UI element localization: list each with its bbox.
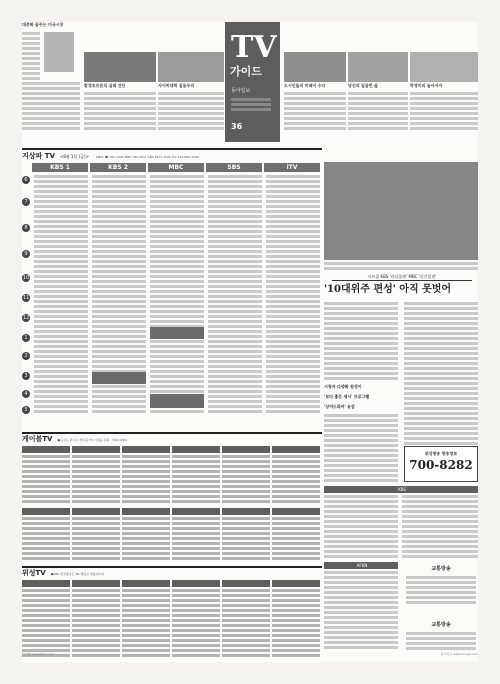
highlight-block <box>150 327 204 339</box>
cable-ch-header <box>222 508 270 515</box>
photo-3 <box>158 52 224 82</box>
cable-col <box>72 455 120 505</box>
hour-marker: 5 <box>22 406 30 414</box>
cable-ch-header <box>72 446 120 453</box>
text-block <box>158 92 224 132</box>
cable-col <box>222 455 270 505</box>
article-kicker: 시트콤 KBS '라디움에' MBC '중간일점' <box>332 274 472 281</box>
text-block <box>348 92 408 132</box>
portrait-photo <box>44 32 74 72</box>
cable-ch-header <box>272 446 320 453</box>
article-headline: '10대위주 편성' 아직 못벗어 <box>324 284 452 295</box>
top-caption-2: 환경호르몬의 실태 진단 <box>84 83 126 88</box>
hour-marker: 2 <box>22 352 30 360</box>
kbs-listing <box>324 495 398 560</box>
masthead-lines <box>231 98 271 113</box>
hour-marker: 11 <box>22 295 30 301</box>
top-caption-block-6 <box>410 52 478 142</box>
sat-ch-header <box>22 580 70 587</box>
highlight-block <box>150 394 204 408</box>
sat-col <box>72 589 120 659</box>
text-block <box>284 92 346 132</box>
masthead-sub: 동아일보 <box>231 88 251 94</box>
photo-2 <box>84 52 156 82</box>
kbs-listing <box>402 495 478 560</box>
highlight-block <box>92 372 146 384</box>
photo-4 <box>284 52 346 82</box>
cable-note: ●표시는 본시는 케이블 TV 시청률 문의 : 700-3260 <box>57 438 127 442</box>
satellite-title: 위성TV <box>22 569 46 577</box>
cable-ch-header <box>272 508 320 515</box>
hour-marker: 1 <box>22 334 30 342</box>
text-block <box>410 92 478 132</box>
channel-itv: iTV <box>264 163 320 172</box>
article-photo <box>324 162 478 260</box>
radio-listing <box>406 576 476 606</box>
channel-sbs: SBS <box>206 163 262 172</box>
guide-word: 가이드 <box>230 65 262 78</box>
ad-number: 700-8282 <box>409 458 473 472</box>
article-text-col3 <box>324 414 398 484</box>
channel-kbs1: KBS 1 <box>32 163 88 172</box>
page-number: 36 <box>231 122 243 131</box>
photo-caption <box>324 262 478 272</box>
sat-ch-header <box>72 580 120 587</box>
satellite-note: ●KBS 위성방송은 BS 채널로 방송됩니다 <box>50 572 105 576</box>
cable-header <box>22 432 322 444</box>
photo-5 <box>348 52 408 82</box>
article-text-col1 <box>324 302 398 382</box>
radio-header-2: 교통방송 <box>431 622 451 628</box>
channel-mbc: MBC <box>148 163 204 172</box>
hour-marker: 6 <box>22 176 30 184</box>
cable-ch-header <box>122 446 170 453</box>
cable-ch-header <box>22 508 70 515</box>
channel-kbs2: KBS 2 <box>90 163 146 172</box>
top-caption-block-3 <box>158 52 224 142</box>
sat-col <box>172 589 220 659</box>
cable-col <box>72 517 120 562</box>
top-caption-4: 도시인들의 미래이 수다 <box>284 83 326 88</box>
cable-ch-header <box>122 508 170 515</box>
article-sub2: '보다 좋은 세시' 프로그램 <box>324 394 370 399</box>
sat-col <box>22 589 70 659</box>
cable-col <box>122 455 170 505</box>
top-caption-3: 사이버대학 실용주의 <box>158 83 195 88</box>
schedule-column-mbc <box>150 175 204 415</box>
photo-6 <box>410 52 478 82</box>
newspaper-page <box>22 22 478 662</box>
footer-site-right: 동아일보 www.donga.com <box>440 652 478 656</box>
text-block <box>22 82 80 132</box>
radio-listing <box>406 632 476 652</box>
tv-logo: TV <box>231 30 277 65</box>
schedule-header <box>22 148 322 162</box>
top-caption-block-5 <box>348 52 408 142</box>
cable-col <box>272 455 320 505</box>
hour-marker: 8 <box>22 224 30 232</box>
hour-marker: 9 <box>22 250 30 258</box>
schedule-column-itv <box>266 175 320 415</box>
cable-col <box>172 517 220 562</box>
sat-col <box>222 589 270 659</box>
cable-ch-header <box>172 508 220 515</box>
kbs-box-header: KBS <box>324 486 478 493</box>
cable-col <box>222 517 270 562</box>
cable-title: 케이블TV <box>22 435 53 443</box>
schedule-column-kbs1 <box>34 175 88 415</box>
afkn-box-header: AFKN <box>324 562 398 569</box>
top-caption-block-2 <box>84 52 156 142</box>
schedule-title: 지상파 TV <box>22 152 55 160</box>
hour-marker: 3 <box>22 372 30 380</box>
sat-ch-header <box>122 580 170 587</box>
sat-col <box>272 589 320 659</box>
cable-ch-header <box>22 446 70 453</box>
top-caption-block-4 <box>284 52 346 142</box>
tv-guide-masthead <box>225 22 280 142</box>
satellite-header <box>22 566 322 578</box>
hour-marker: 7 <box>22 198 30 206</box>
ad-title: 위성방송 방송정보 <box>424 451 458 456</box>
schedule-column-sbs <box>208 175 262 415</box>
hour-marker: 4 <box>22 390 30 398</box>
cable-col <box>122 517 170 562</box>
article-sub3: '상여드라마' 유감 <box>324 404 355 409</box>
sat-ch-header <box>272 580 320 587</box>
sat-ch-header <box>172 580 220 587</box>
schedule-note: KBS1 ☎ 781-1000 MBC 780-0011 SBS 3671-7000 iTV 032-800-3300 <box>95 155 199 159</box>
cable-col <box>172 455 220 505</box>
hour-marker: 12 <box>22 315 30 321</box>
radio-header-1: 교통방송 <box>431 566 451 572</box>
article-text-col2 <box>404 302 478 467</box>
cable-col <box>22 517 70 562</box>
cable-ch-header <box>72 508 120 515</box>
top-caption-6: 박영미의 놓아서자 <box>410 83 443 88</box>
afkn-listing <box>324 571 398 651</box>
sat-col <box>122 589 170 659</box>
top-caption-5: 당신의 일곱번 삶 <box>348 83 378 88</box>
article-sub1: 시청자 다양화 원성이 <box>324 384 362 389</box>
cable-col <box>22 455 70 505</box>
cable-ch-header <box>222 446 270 453</box>
text-block <box>84 92 156 132</box>
cable-ch-header <box>172 446 220 453</box>
sat-ch-header <box>222 580 270 587</box>
footer-site-left: 한겨레 www.hani.co.kr <box>22 652 55 656</box>
satellite-ad-box <box>404 446 478 482</box>
top-caption-1: 대중화 꿈꾸는 미국시장 <box>22 22 64 27</box>
hour-marker: 10 <box>22 275 30 281</box>
schedule-date: <8월 1일 (금)> <box>59 154 89 159</box>
cable-col <box>272 517 320 562</box>
